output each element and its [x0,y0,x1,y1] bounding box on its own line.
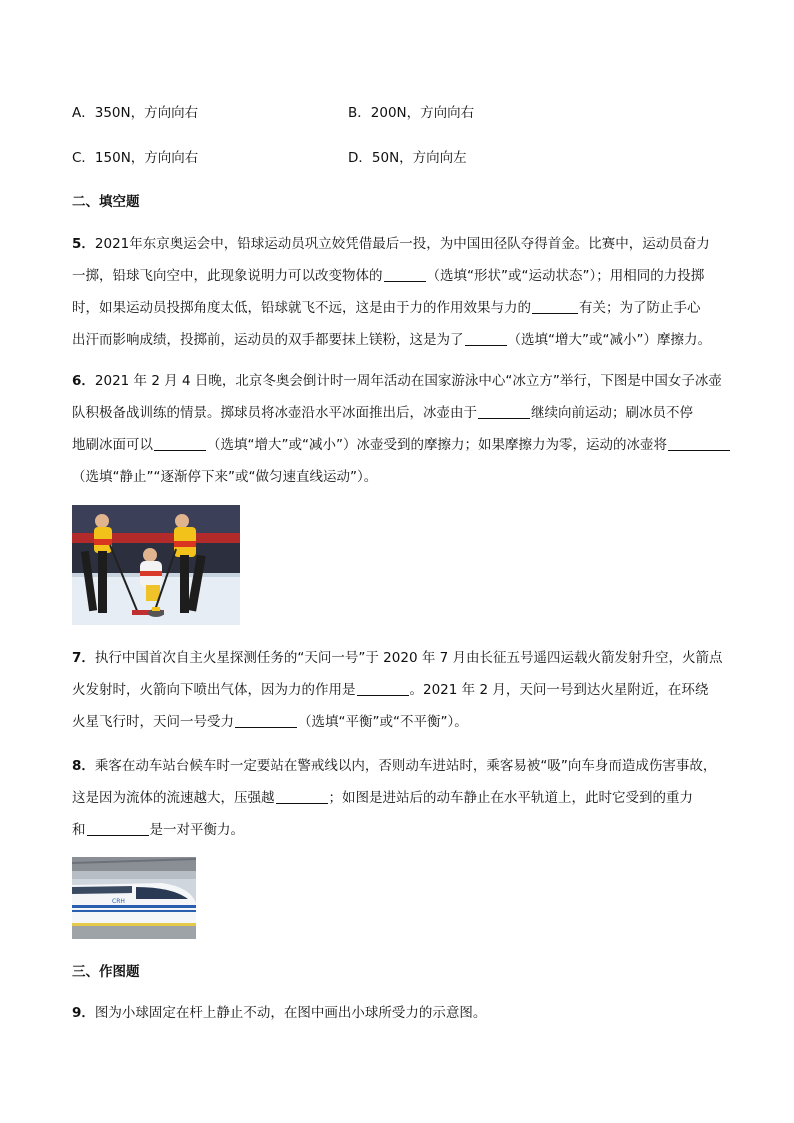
svg-text:CRH: CRH [112,898,125,905]
curling-photo [72,505,240,625]
answer-blank[interactable] [154,436,206,451]
answer-blank[interactable] [384,267,426,282]
question-text: 火发射时，火箭向下喷出气体，因为力的作用是 [72,682,356,698]
question-text: （选填“增大”或“减小”）摩擦力。 [507,332,711,348]
answer-blank[interactable] [235,713,297,728]
answer-blank[interactable] [357,681,409,696]
question-text: 火星飞行时，天问一号受力 [72,714,234,730]
question-text: 有关；为了防止手心 [579,300,701,316]
question-text: 是一对平衡力。 [149,822,244,838]
question-text: 出汗而影响成绩，投掷前，运动员的双手都要抹上镁粉，这是为了 [72,332,464,348]
question-number: 5． [72,236,95,252]
question-text: （选填“平衡”或“不平衡”）。 [298,714,468,730]
question-text: 继续向前运动；刷冰员不停 [531,405,693,421]
question-text: 执行中国首次自主火星探测任务的“天问一号”于 2020 年 7 月由长征五号遥四运载火箭发射升空，火箭点 [94,650,723,666]
section-heading-drawing: 三、作图题 [72,964,140,980]
answer-blank[interactable] [465,331,507,346]
option-c: C．150N，方向向右 [72,150,199,166]
train-photo [72,857,196,939]
question-text: 2021年东京奥运会中，铅球运动员巩立姣凭借最后一投，为中国田径队夺得首金。比赛中，运动员奋力 [94,236,710,252]
question-6 [72,365,724,493]
answer-blank[interactable] [532,299,578,314]
question-number: 9． [72,1005,95,1021]
question-text: （选填“增大”或“减小”）冰壶受到的摩擦力；如果摩擦力为零，运动的冰壶将 [207,437,667,453]
question-text: 图为小球固定在杆上静止不动，在图中画出小球所受力的示意图。 [94,1005,487,1021]
question-text: 时，如果运动员投掷角度太低，铅球就飞不远，这是由于力的作用效果与力的 [72,300,531,316]
section-heading-fill-blank: 二、填空题 [72,194,140,210]
question-9 [72,997,724,1029]
question-text: （选填“静止”“逐渐停下来”或“做匀速直线运动”）。 [72,469,378,485]
question-text: 这是因为流体的流速越大，压强越 [72,790,275,806]
question-7 [72,642,724,738]
question-number: 7． [72,650,95,666]
question-text: 一掷，铅球飞向空中，此现象说明力可以改变物体的 [72,268,383,284]
question-number: 8． [72,758,95,774]
answer-blank[interactable] [276,789,328,804]
question-5 [72,228,724,356]
question-text: 和 [72,822,86,838]
question-text: ；如图是进站后的动车静止在水平轨道上，此时它受到的重力 [328,790,693,806]
option-d: D．50N，方向向左 [348,150,467,166]
question-text: 乘客在动车站台候车时一定要站在警戒线以内，否则动车进站时，乘客易被“吸”向车身而造成伤害事故， [94,758,717,774]
question-text: （选填“形状”或“运动状态”）；用相同的力投掷 [426,268,705,284]
option-b: B．200N，方向向右 [348,105,475,121]
answer-blank[interactable] [478,404,530,419]
question-text: 。2021 年 2 月，天问一号到达火星附近，在环绕 [409,682,709,698]
question-text: 队积极备战训练的情景。掷球员将冰壶沿水平冰面推出后，冰壶由于 [72,405,477,421]
question-text: 地刷冰面可以 [72,437,153,453]
option-a: A．350N，方向向右 [72,105,199,121]
answer-blank[interactable] [668,436,730,451]
answer-blank[interactable] [87,821,149,836]
question-8 [72,750,724,846]
question-number: 6． [72,373,95,389]
question-text: 2021 年 2 月 4 日晚，北京冬奥会倒计时一周年活动在国家游泳中心“冰立方”举行，下图是中国女子冰壶 [94,373,722,389]
